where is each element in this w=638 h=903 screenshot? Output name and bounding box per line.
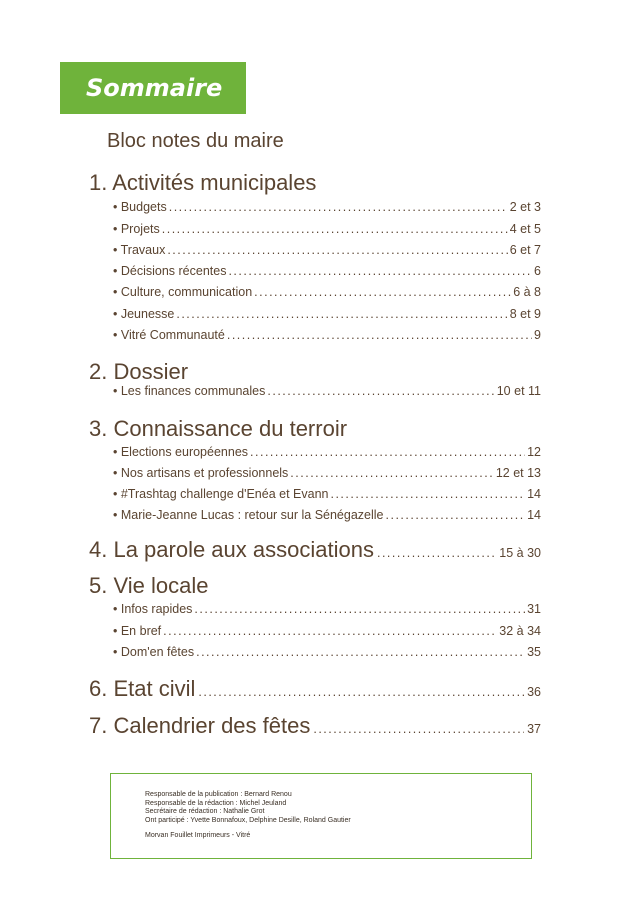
credit-participants: Ont participé : Yvette Bonnafoux, Delphine Desille, Roland Gautier: [145, 816, 351, 824]
credits-box: [110, 773, 532, 859]
toc-item[interactable]: • Dom'en fêtes ..... 35: [113, 645, 541, 663]
toc-item[interactable]: • Jeunesse ..... 8 et 9: [113, 307, 541, 325]
sommaire-banner: [60, 62, 246, 114]
intro-heading: Bloc notes du maire: [107, 130, 284, 152]
toc-item[interactable]: • En bref ..... 32 à 34: [113, 624, 541, 642]
credit-secretaire: Secrétaire de rédaction : Nathalie Grot: [145, 808, 265, 815]
banner-title: Sommaire: [86, 74, 223, 102]
section-heading-6[interactable]: 6. Etat civil ..... 36: [89, 676, 541, 704]
toc-item[interactable]: • Elections européennes ..... 12: [113, 445, 541, 463]
toc-item[interactable]: • Vitré Communauté ..... 9: [113, 328, 541, 346]
section-heading-4[interactable]: 4. La parole aux associations ..... 15 à 30: [89, 537, 541, 565]
toc-item[interactable]: • Budgets ..... 2 et 3: [113, 200, 541, 218]
toc-item[interactable]: • Nos artisans et professionnels ..... 12 et 13: [113, 466, 541, 484]
section-heading-1: 1. Activités municipales: [89, 170, 317, 195]
toc-item[interactable]: • Les finances communales ..... 10 et 11: [113, 384, 541, 402]
credit-publication: Responsable de la publication : Bernard Renou: [145, 791, 292, 798]
section-heading-7[interactable]: 7. Calendrier des fêtes ..... 37: [89, 713, 541, 741]
toc-item[interactable]: • Culture, communication ..... 6 à 8: [113, 285, 541, 303]
toc-item[interactable]: • Décisions récentes ..... 6: [113, 264, 541, 282]
toc-item[interactable]: • Marie-Jeanne Lucas : retour sur la Sénégazelle ..... 14: [113, 508, 541, 526]
section-heading-5: 5. Vie locale: [89, 573, 209, 598]
toc-item[interactable]: • Projets ..... 4 et 5: [113, 222, 541, 240]
credit-redaction: Responsable de la rédaction : Michel Jeuland: [145, 799, 287, 807]
toc-item[interactable]: • Travaux ..... 6 et 7: [113, 243, 541, 261]
toc-item[interactable]: • #Trashtag challenge d'Enéa et Evann ..... 14: [113, 487, 541, 505]
toc-item[interactable]: • Infos rapides ..... 31: [113, 602, 541, 620]
section-heading-3: 3. Connaissance du terroir: [89, 416, 348, 441]
credit-printer: Morvan Fouillet Imprimeurs - Vitré: [145, 832, 251, 839]
section-heading-2: 2. Dossier: [89, 359, 189, 384]
